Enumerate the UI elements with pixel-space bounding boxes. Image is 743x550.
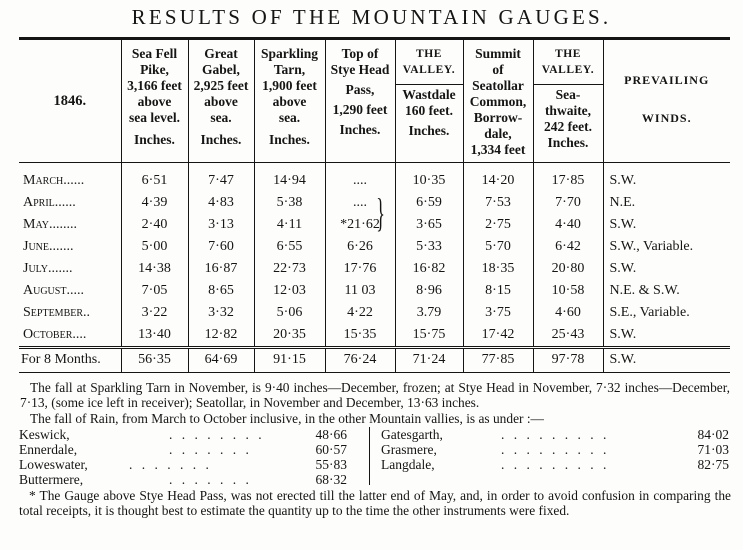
- list-item: Ennerdale, . . . . . . . 60·57: [19, 442, 347, 457]
- value-cell: 6·59: [395, 191, 463, 213]
- total-value: 64·69: [188, 347, 254, 372]
- rain-list: [19, 427, 731, 487]
- header-prevailing-winds: PREVAILING WINDS.: [603, 39, 730, 163]
- value-cell: 6·26: [325, 235, 395, 257]
- value-cell: 12·03: [254, 279, 325, 301]
- value-cell: 4·60: [533, 302, 603, 324]
- total-value: 91·15: [254, 347, 325, 372]
- brace-mark: }: [376, 190, 385, 235]
- month-cell: June.......: [23, 238, 74, 254]
- wind-cell: S.W.: [603, 324, 730, 348]
- value-cell: 4·39: [121, 191, 188, 213]
- list-item: Grasmere, . . . . . . . . . 71·03: [381, 442, 729, 457]
- wind-cell: N.E. & S.W.: [603, 279, 730, 301]
- wind-cell: S.W., Variable.: [603, 235, 730, 257]
- list-item: Loweswater, . . . . . . . 55·83: [19, 457, 347, 472]
- header-wastdale: THE VALLEY. Wastdale 160 feet. Inches.: [395, 39, 463, 163]
- value-cell: 3·32: [188, 302, 254, 324]
- value-cell: 4·83: [188, 191, 254, 213]
- total-label: For 8 Months.: [19, 347, 121, 372]
- value-cell: 2·75: [463, 213, 533, 235]
- header-seatollar: Summit of Seatollar Common, Borrow- dale, 1,334 feet: [463, 39, 533, 163]
- table-row: [19, 302, 730, 324]
- header-stye-head: Top of Stye Head Pass, 1,290 feet Inches.: [325, 39, 395, 163]
- value-cell: 14·94: [254, 163, 325, 192]
- month-cell: March......: [23, 172, 85, 188]
- value-cell: 5·06: [254, 302, 325, 324]
- value-cell: 13·40: [121, 324, 188, 348]
- total-value: 56·35: [121, 347, 188, 372]
- table-row: [19, 324, 730, 348]
- value-cell: 14·20: [463, 163, 533, 192]
- value-cell: 17·42: [463, 324, 533, 348]
- value-cell: 8·96: [395, 279, 463, 301]
- value-cell: 11 03: [325, 279, 395, 301]
- wind-cell: S.W.: [603, 257, 730, 279]
- wind-cell: S.W.: [603, 163, 730, 192]
- value-cell: 15·75: [395, 324, 463, 348]
- value-cell: 6·51: [121, 163, 188, 192]
- list-divider: [369, 427, 370, 485]
- table-row: [19, 235, 730, 257]
- value-cell: 4·11: [254, 213, 325, 235]
- total-wind: S.W.: [603, 347, 730, 372]
- value-cell: 3·13: [188, 213, 254, 235]
- total-value: 71·24: [395, 347, 463, 372]
- value-cell: 7·53: [463, 191, 533, 213]
- header-great-gabel: Great Gabel, 2,925 feet above sea. Inches.: [188, 39, 254, 163]
- value-cell: 5·70: [463, 235, 533, 257]
- value-cell: 4·40: [533, 213, 603, 235]
- total-row: [19, 347, 730, 372]
- wind-cell: S.W.: [603, 213, 730, 235]
- total-value: 97·78: [533, 347, 603, 372]
- value-cell: 10·35: [395, 163, 463, 192]
- value-cell: 2·40: [121, 213, 188, 235]
- value-cell: 10·58: [533, 279, 603, 301]
- month-cell: May........: [23, 216, 77, 232]
- header-sea-fell: Sea Fell Pike, 3,166 feet above sea level. Inches.: [121, 39, 188, 163]
- value-cell: 25·43: [533, 324, 603, 348]
- table-row: [19, 163, 730, 192]
- wind-cell: N.E.: [603, 191, 730, 213]
- header-seathwaite: THE VALLEY. Sea- thwaite, 242 feet. Inches.: [533, 39, 603, 163]
- value-cell: 5·38: [254, 191, 325, 213]
- fall-text: The fall at Sparkling Tarn in November, is 9·40 inches—December, frozen; at Stye Head in November, 7·32 inches—December, 7·13, (some ice left in receiver); Seatollar, in November and December, 13·63 inches.: [20, 380, 730, 411]
- value-cell: 16·82: [395, 257, 463, 279]
- value-cell: 3.79: [395, 302, 463, 324]
- list-item: Buttermere, . . . . . . . 68·32: [19, 472, 347, 487]
- value-cell: 5·00: [121, 235, 188, 257]
- value-cell: 7·05: [121, 279, 188, 301]
- month-cell: July.......: [23, 260, 73, 276]
- value-cell: 7·70: [533, 191, 603, 213]
- value-cell: 14·38: [121, 257, 188, 279]
- wind-cell: S.E., Variable.: [603, 302, 730, 324]
- value-cell: 3·75: [463, 302, 533, 324]
- year-header: 1846.: [19, 39, 121, 163]
- total-value: 77·85: [463, 347, 533, 372]
- value-cell: 17·85: [533, 163, 603, 192]
- value-cell: 18·35: [463, 257, 533, 279]
- value-cell: 8·15: [463, 279, 533, 301]
- value-cell: 17·76: [325, 257, 395, 279]
- footnote: [19, 488, 731, 519]
- rain-list-right: [381, 427, 731, 472]
- total-value: 76·24: [325, 347, 395, 372]
- value-cell: 8·65: [188, 279, 254, 301]
- value-cell: 12·82: [188, 324, 254, 348]
- value-cell: 20·35: [254, 324, 325, 348]
- table-row: [19, 257, 730, 279]
- gauge-table: [19, 37, 730, 373]
- table-row: [19, 191, 730, 213]
- month-cell: September..: [23, 305, 91, 321]
- month-cell: April......: [23, 194, 76, 210]
- table-row: [19, 279, 730, 301]
- value-cell: 7·60: [188, 235, 254, 257]
- value-cell: 3·22: [121, 302, 188, 324]
- value-cell: 16·87: [188, 257, 254, 279]
- list-item: Langdale, . . . . . . . . . 82·75: [381, 457, 729, 472]
- value-cell: ....: [325, 163, 395, 192]
- list-item: Keswick, . . . . . . . . 48·66: [19, 427, 347, 442]
- value-cell: 4·22: [325, 302, 395, 324]
- footnote-text: * The Gauge above Stye Head Pass, was not erected till the latter end of May, and, in order to avoid confusion in comparing the total receipts, it is thought best to estimate the quantity up to the time the other instruments were fixed.: [19, 488, 731, 519]
- month-cell: August.....: [23, 283, 84, 299]
- rain-list-left: [19, 427, 351, 487]
- rain-intro: The fall of Rain, from March to October inclusive, in the other Mountain vallies, is as under :—: [30, 410, 544, 426]
- value-cell: 15·35: [325, 324, 395, 348]
- value-cell: *21·62: [325, 213, 395, 235]
- value-cell: 20·80: [533, 257, 603, 279]
- value-cell: 6·42: [533, 235, 603, 257]
- value-cell: 3·65: [395, 213, 463, 235]
- table-row: [19, 213, 730, 235]
- header-sparkling-tarn: Sparkling Tarn, 1,900 feet above sea. Inches.: [254, 39, 325, 163]
- fall-note: [20, 380, 730, 426]
- value-cell: 7·47: [188, 163, 254, 192]
- month-cell: October....: [23, 327, 87, 343]
- value-cell: 5·33: [395, 235, 463, 257]
- value-cell: 22·73: [254, 257, 325, 279]
- value-cell: ....: [325, 191, 395, 213]
- list-item: Gatesgarth, . . . . . . . . . 84·02: [381, 427, 729, 442]
- page-title: RESULTS OF THE MOUNTAIN GAUGES.: [131, 5, 612, 29]
- value-cell: 6·55: [254, 235, 325, 257]
